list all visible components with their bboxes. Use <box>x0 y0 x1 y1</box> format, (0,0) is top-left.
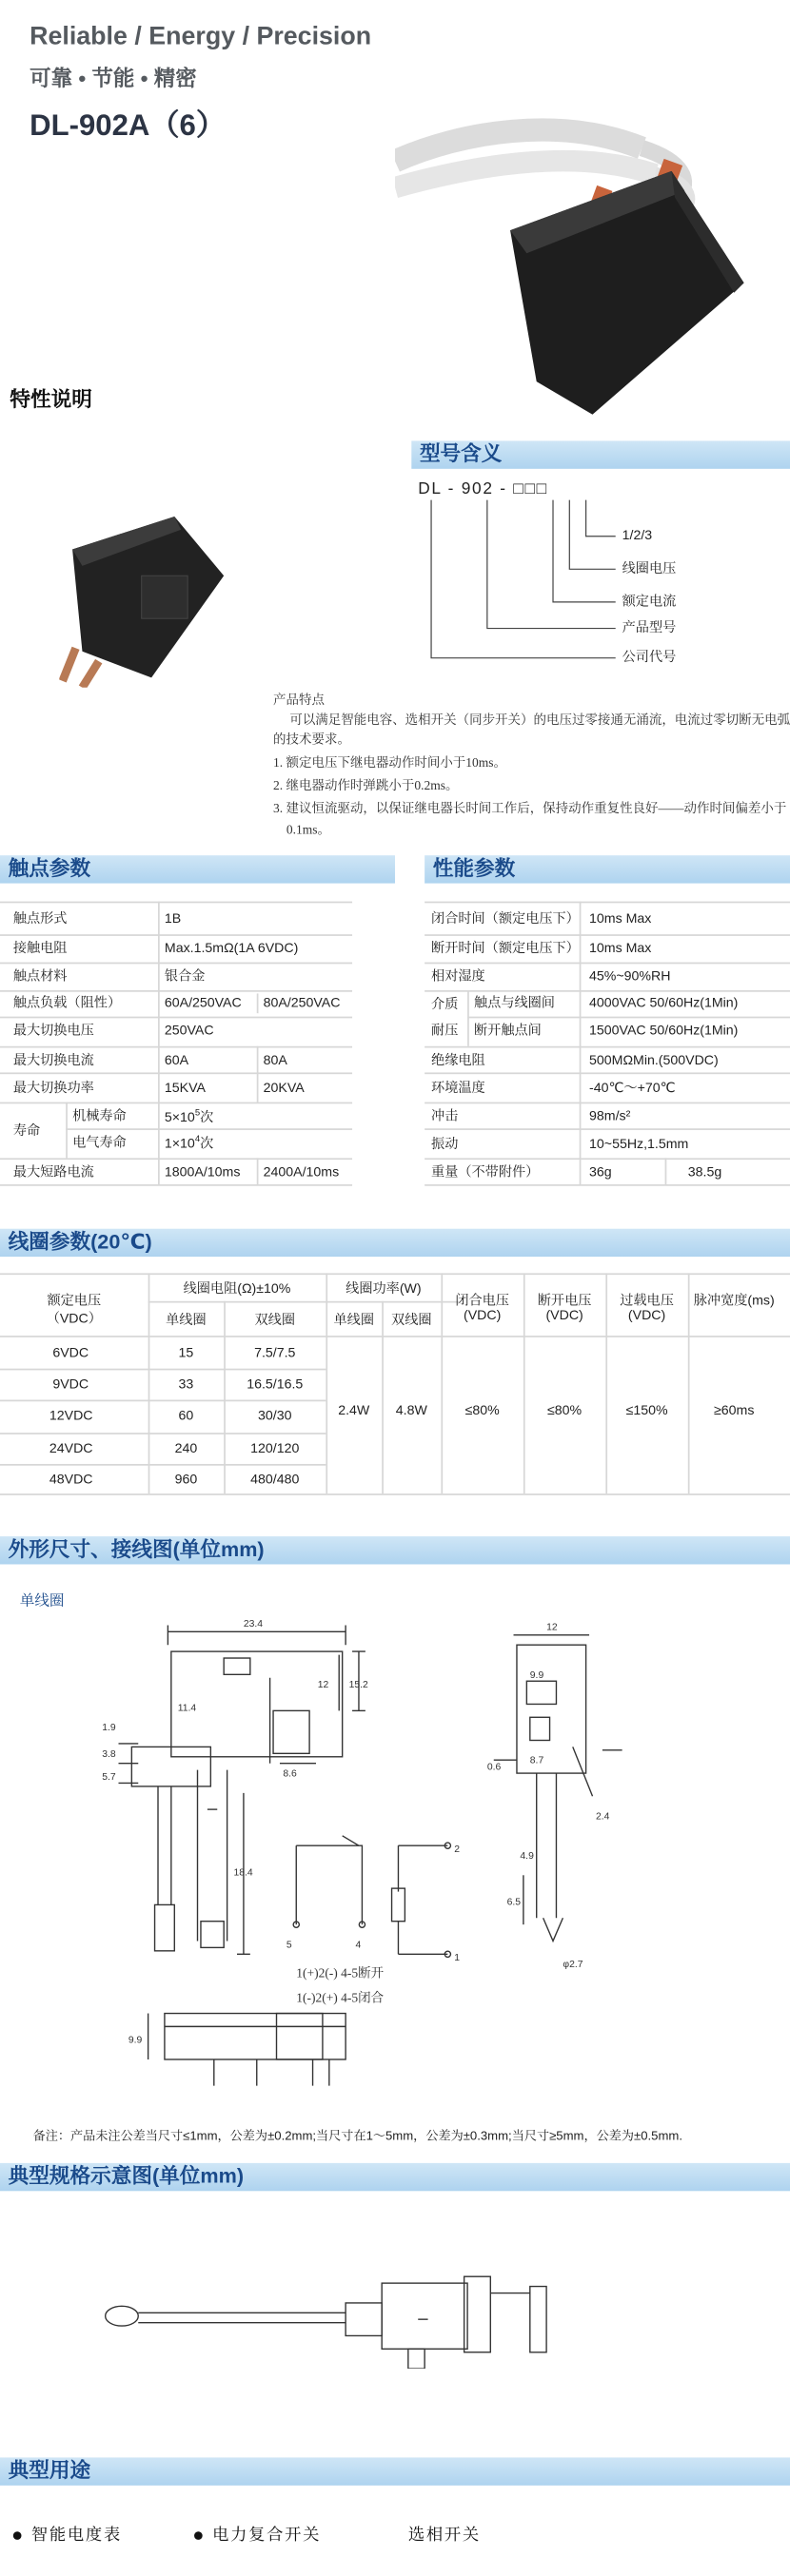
typical-spec-drawing <box>99 2254 560 2369</box>
coil-double-res: 120/120 <box>250 1440 300 1456</box>
perf-row-label: 闭合时间（额定电压下） <box>431 910 580 927</box>
coil-double-res: 16.5/16.5 <box>247 1376 304 1392</box>
coil-head-single: 单线圈 <box>166 1312 207 1328</box>
contact-row-value: Max.1.5mΩ(1A 6VDC) <box>164 941 299 956</box>
contact-row-value: 60A <box>164 1052 189 1068</box>
perf-row-value: 36g <box>589 1164 612 1180</box>
model-label-2: 线圈电压 <box>622 560 677 576</box>
perf-row-value: 10ms Max <box>589 941 652 956</box>
dim-label-15: 6.5 <box>506 1897 521 1908</box>
feature-line-5: 3. 建议恒流驱动，以保证继电器长时间工作后，保持动作重复性良好——动作时间偏差小于 <box>273 801 787 816</box>
perf-row-value: 10~55Hz,1.5mm <box>589 1136 689 1152</box>
pin-5-label: 5 <box>286 1940 292 1951</box>
contact-row-value: 1800A/10ms <box>164 1164 241 1180</box>
coil-single-res: 60 <box>178 1408 194 1423</box>
perf-group-label-1: 介质 <box>431 996 459 1012</box>
dim-label-8: 18.4 <box>233 1867 253 1879</box>
feature-line-3: 1. 额定电压下继电器动作时间小于10ms。 <box>273 754 506 771</box>
perf-row-label: 冲击 <box>431 1108 459 1124</box>
coil-head-power-single: 单线圈 <box>333 1312 375 1328</box>
contact-row-value-2: 80A/250VAC <box>263 995 341 1010</box>
coil-power-single: 2.4W <box>338 1403 370 1418</box>
pin-4-label: 4 <box>355 1940 362 1951</box>
contact-row-value-2: 2400A/10ms <box>263 1164 340 1180</box>
perf-row-label: 环境温度 <box>431 1081 485 1096</box>
dim-label-10: 0.6 <box>486 1762 502 1773</box>
contact-row-label: 最大切换功率 <box>12 1081 94 1096</box>
contact-row-label: 机械寿命 <box>72 1108 127 1124</box>
contact-row-label: 触点形式 <box>12 910 68 927</box>
coil-head-power: 线圈功率(W) <box>346 1281 422 1297</box>
coil-head-close: 闭合电压(VDC) <box>455 1293 509 1323</box>
product-features-title: 产品特点 <box>273 692 325 708</box>
typical-spec-bar: 典型规格示意图(单位mm) <box>0 2163 790 2191</box>
coil-double-res: 30/30 <box>258 1408 292 1423</box>
coil-single-res: 960 <box>174 1472 198 1488</box>
wiring-note-a: 1(+)2(-) 4-5断开 <box>296 1965 385 1981</box>
features-heading: 特性说明 <box>10 388 92 412</box>
coil-head-double: 双线圈 <box>254 1312 296 1328</box>
dim-label-3: 3.8 <box>102 1748 116 1760</box>
contact-params-bar: 触点参数 <box>0 855 395 883</box>
coil-double-res: 480/480 <box>250 1472 300 1488</box>
perf-row-label: 绝缘电阻 <box>431 1052 485 1068</box>
model-meaning-bar: 型号含义 <box>411 440 790 468</box>
feature-line-6: 0.1ms。 <box>286 822 330 838</box>
dim-label-12: 8.7 <box>529 1755 544 1766</box>
perf-row-value: 10ms Max <box>589 910 652 927</box>
perf-row-label: 断开时间（额定电压下） <box>431 941 580 956</box>
model-number: DL-902A（6） <box>30 108 226 142</box>
dim-label-5: 12 <box>317 1680 329 1691</box>
coil-single-res: 15 <box>178 1345 194 1361</box>
model-label-4: 产品型号 <box>622 619 677 635</box>
contact-row-label: 最大短路电流 <box>12 1164 94 1180</box>
model-code-leader-lines <box>422 497 636 668</box>
coil-head-open: 断开电压(VDC) <box>537 1293 592 1323</box>
pin-1-label: 1 <box>454 1953 461 1964</box>
coil-open-voltage: ≤80% <box>547 1403 583 1418</box>
dim-label-11: 12 <box>546 1622 558 1633</box>
bullet-icon <box>194 2531 203 2540</box>
dim-label-0: 23.4 <box>243 1619 264 1630</box>
model-label-1: 1/2/3 <box>622 528 653 543</box>
coil-single-res: 240 <box>174 1440 198 1456</box>
contact-row-label: 触点负载（阻性） <box>12 995 122 1010</box>
use-item-meter: 智能电度表 <box>13 2520 122 2545</box>
model-label-3: 额定电流 <box>622 594 677 609</box>
coil-head-voltage-1: 额定电压 <box>47 1293 102 1308</box>
contact-row-label: 电气寿命 <box>72 1135 127 1150</box>
perf-row-label: 振动 <box>431 1136 459 1152</box>
perf-row-value-2: 38.5g <box>687 1164 722 1180</box>
coil-head-resistance: 线圈电阻(Ω)±10% <box>183 1281 291 1297</box>
contact-row-value-2: 20KVA <box>263 1081 305 1096</box>
coil-voltage: 9VDC <box>52 1376 89 1392</box>
title-english: Reliable / Energy / Precision <box>30 23 372 51</box>
dim-label-17: 9.9 <box>128 2035 143 2046</box>
perf-row-value: 4000VAC 50/60Hz(1Min) <box>589 995 739 1010</box>
dim-label-9: 9.9 <box>529 1669 544 1681</box>
electrical-life-value: $1\times 10^4$次 <box>164 1135 214 1151</box>
contact-life-label: 寿命 <box>12 1123 41 1139</box>
contact-row-value: 银合金 <box>164 968 206 985</box>
perf-group-label-2: 耐压 <box>431 1023 459 1039</box>
contact-row-label: 触点材料 <box>12 968 68 985</box>
perf-row-value: 98m/s² <box>589 1108 631 1124</box>
perf-row-value: -40℃～+70℃ <box>589 1081 676 1096</box>
perf-row-value: 45%~90%RH <box>589 968 671 985</box>
dim-label-2: 1.9 <box>102 1723 116 1734</box>
pin-2-label: 2 <box>454 1844 461 1856</box>
use-item-phase-switch: 选相开关 <box>407 2527 481 2546</box>
coil-over-voltage: ≤150% <box>625 1403 668 1418</box>
coil-voltage: 12VDC <box>49 1408 93 1423</box>
dim-label-7: 8.6 <box>283 1768 297 1780</box>
performance-params-bar: 性能参数 <box>425 855 790 883</box>
model-label-5: 公司代号 <box>622 650 677 665</box>
relay-photo-small <box>59 510 230 688</box>
coil-params-bar: 线圈参数(20℃) <box>0 1229 790 1257</box>
feature-line-4: 2. 继电器动作时弹跳小于0.2ms。 <box>273 777 459 793</box>
coil-head-pulse: 脉冲宽度(ms) <box>693 1293 775 1308</box>
dim-label-4: 5.7 <box>102 1771 116 1783</box>
contact-row-value: 250VAC <box>164 1023 214 1039</box>
contact-row-label: 接触电阻 <box>12 941 68 956</box>
contact-row-value: 1B <box>164 910 182 927</box>
perf-row-value: 500MΩMin.(500VDC) <box>589 1052 719 1068</box>
coil-head-power-double: 双线圈 <box>391 1312 432 1328</box>
perf-row-value: 1500VAC 50/60Hz(1Min) <box>589 1023 739 1039</box>
dimensions-bar: 外形尺寸、接线图(单位mm) <box>0 1536 790 1564</box>
dim-label-1: 11.4 <box>177 1703 197 1714</box>
feature-line-2: 的技术要求。 <box>273 732 350 748</box>
dim-label-13: 2.4 <box>595 1811 610 1823</box>
contact-row-value: 60A/250VAC <box>164 995 242 1010</box>
bullet-icon <box>13 2531 22 2540</box>
dimension-drawing <box>99 1612 790 2106</box>
perf-row-label: 触点与线圈间 <box>474 995 555 1010</box>
coil-voltage: 24VDC <box>49 1440 93 1456</box>
contact-row-label: 最大切换电流 <box>12 1052 94 1068</box>
contact-row-value: 15KVA <box>164 1081 206 1096</box>
feature-line-1: 可以满足智能电容、选相开关（同步开关）的电压过零接通无涌流，电流过零切断无电弧 <box>289 712 790 728</box>
coil-close-voltage: ≤80% <box>464 1403 500 1418</box>
contact-row-label: 最大切换电压 <box>12 1023 94 1039</box>
coil-double-res: 7.5/7.5 <box>254 1345 296 1361</box>
coil-head-voltage-2: （VDC） <box>46 1311 102 1326</box>
mechanical-life-value: $5\times 10^5$次 <box>164 1108 214 1125</box>
coil-head-over: 过载电压(VDC) <box>620 1293 674 1323</box>
perf-row-label: 相对湿度 <box>431 968 485 985</box>
coil-pulse-width: ≥60ms <box>714 1403 755 1418</box>
typical-use-bar: 典型用途 <box>0 2457 790 2485</box>
model-code: DL - 902 - □□□ <box>418 479 548 498</box>
coil-voltage: 48VDC <box>49 1472 93 1488</box>
relay-photo-top <box>395 99 790 420</box>
dim-label-14: 4.9 <box>520 1850 534 1862</box>
perf-row-label: 断开触点间 <box>474 1023 542 1039</box>
dim-label-16: φ2.7 <box>563 1960 583 1971</box>
contact-row-value-2: 80A <box>263 1052 287 1068</box>
use-item-compound-switch: 电力复合开关 <box>194 2520 321 2545</box>
dimensions-subtitle: 单线圈 <box>19 1591 65 1610</box>
dim-label-6: 15.2 <box>348 1680 368 1691</box>
coil-power-double: 4.8W <box>395 1403 427 1418</box>
wiring-note-b: 1(-)2(+) 4-5闭合 <box>296 1990 385 2005</box>
perf-row-label: 重量（不带附件） <box>431 1164 540 1180</box>
coil-single-res: 33 <box>178 1376 194 1392</box>
coil-voltage: 6VDC <box>52 1345 89 1361</box>
tolerance-note: 备注：产品未注公差当尺寸≤1mm，公差为±0.2mm;当尺寸在1～5mm，公差为±0.3mm;当尺寸≥5mm，公差为±0.5mm. <box>32 2128 682 2144</box>
title-chinese: 可靠 • 节能 • 精密 <box>30 66 197 91</box>
